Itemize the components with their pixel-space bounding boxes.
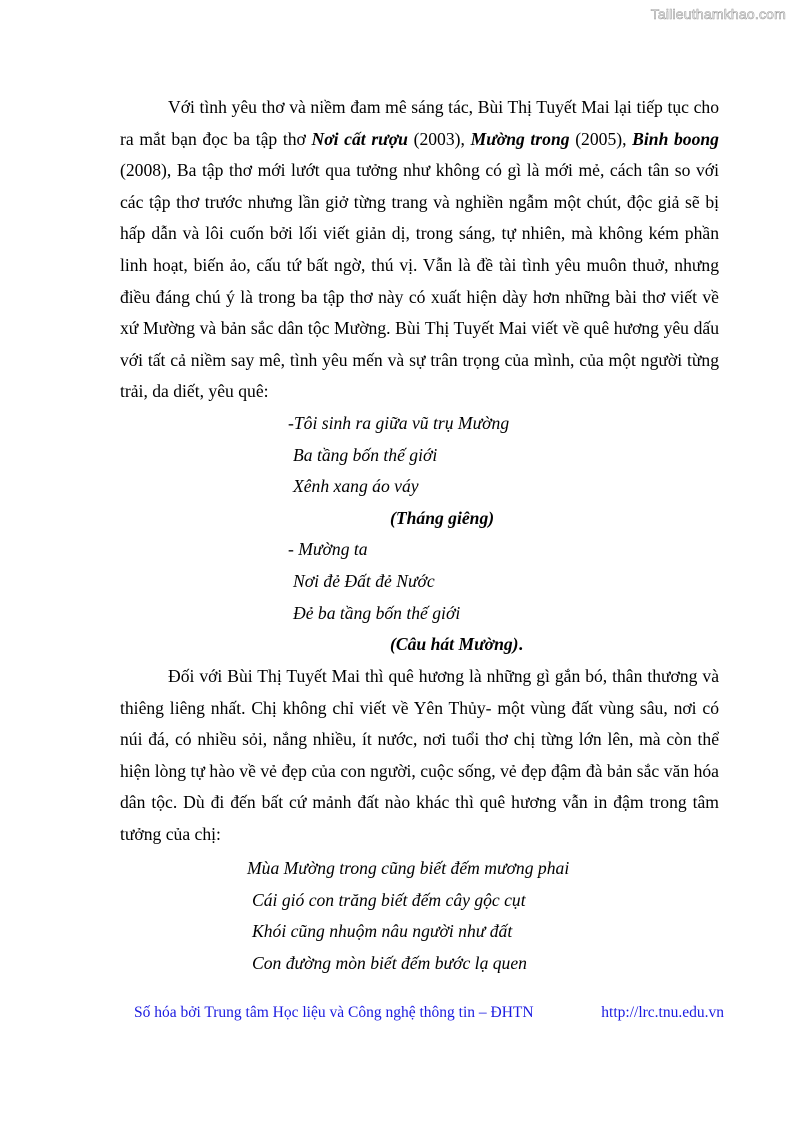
poem-line: Nơi đẻ Đất đẻ Nước [293,570,435,591]
book-title-binh-boong: Binh boong [632,128,719,149]
poem-line: Khói cũng nhuộm nâu người như đất [252,921,513,942]
footer-credit: Số hóa bởi Trung tâm Học liệu và Công nghệ thông tin – ĐHTN [134,1004,534,1021]
poem-excerpt [288,408,523,661]
poem-line: Ba tầng bốn thế giới [293,444,438,465]
book-title-muong-trong: Mường trong [470,128,570,149]
poem-line: Đẻ ba tầng bốn thế giới [293,602,461,623]
poem-source: (Câu hát Mường) [390,634,519,655]
site-watermark: Tailieuthamkhao.com [650,6,786,22]
poem-source: (Tháng giêng) [390,507,495,528]
book-title-noi-cat-ruou: Nơi cất rượu [311,128,408,149]
poem-line: -Tôi sinh ra giữa vũ trụ Mường [288,413,510,433]
poem-excerpt-2 [247,853,569,979]
poem-line: Con đường mòn biết đếm bước lạ quen [252,952,527,973]
poem-line: - Mường ta [288,539,368,560]
poem-line: Cái gió con trăng biết đếm cây gộc cụt [252,889,526,910]
main-text-2 [120,661,719,851]
poem-line: Mùa Mường trong cũng biết đếm mương phai [247,858,570,878]
main-text [120,92,719,408]
paragraph-homeland: Đối với Bùi Thị Tuyết Mai thì quê hương là những gì gắn bó, thân thương và thiêng liêng nhất. Chị không chỉ viết về Yên Thủy- một vùng đất vùng sâu, nơi có núi đá, có nhiều sỏi, nắng nhiều, ít nước, nơi tuổi thơ chị từng lớn lên, mà còn thể hiện lòng tự hào về vẻ đẹp của con người, cuộc sống, vẻ đẹp đậm đà bản sắc văn hóa dân tộc. Dù đi đến bất cứ mảnh đất nào khác thì quê hương vẫn in đậm trong tâm tưởng của chị: [120,666,719,844]
footer-url: http://lrc.tnu.edu.vn [601,1004,724,1021]
poem-line: Xênh xang áo váy [293,476,419,497]
page-footer [134,1004,724,1022]
poem-source-line: (Câu hát Mường). [390,634,523,655]
paragraph-intro: Với tình yêu thơ và niềm đam mê sáng tác, Bùi Thị Tuyết Mai lại tiếp tục cho ra mắt bạn đọc ba tập thơ Nơi cất rượu (2003), Mường trong (2005), Binh boong (2008), Ba tập thơ mới lướt qua tưởng như không có gì là mới mẻ, cách tân so với các tập thơ trước nhưng lần giở từng trang và nghiền ngẫm một chút, độc giả sẽ bị hấp dẫn và lôi cuốn bởi lối viết giản dị, trong sáng, tự nhiên, mà không kém phần linh hoạt, biến ảo, cấu tứ bất ngờ, thú vị. Vẫn là đề tài tình yêu muôn thuở, nhưng điều đáng chú ý là trong ba tập thơ này có xuất hiện dày hơn những bài thơ viết về xứ Mường và bản sắc dân tộc Mường. Bùi Thị Tuyết Mai viết về quê hương yêu dấu với tất cả niềm say mê, tình yêu mến và sự trân trọng của mình, của một người từng trải, da diết, yêu quê: [120,97,719,402]
